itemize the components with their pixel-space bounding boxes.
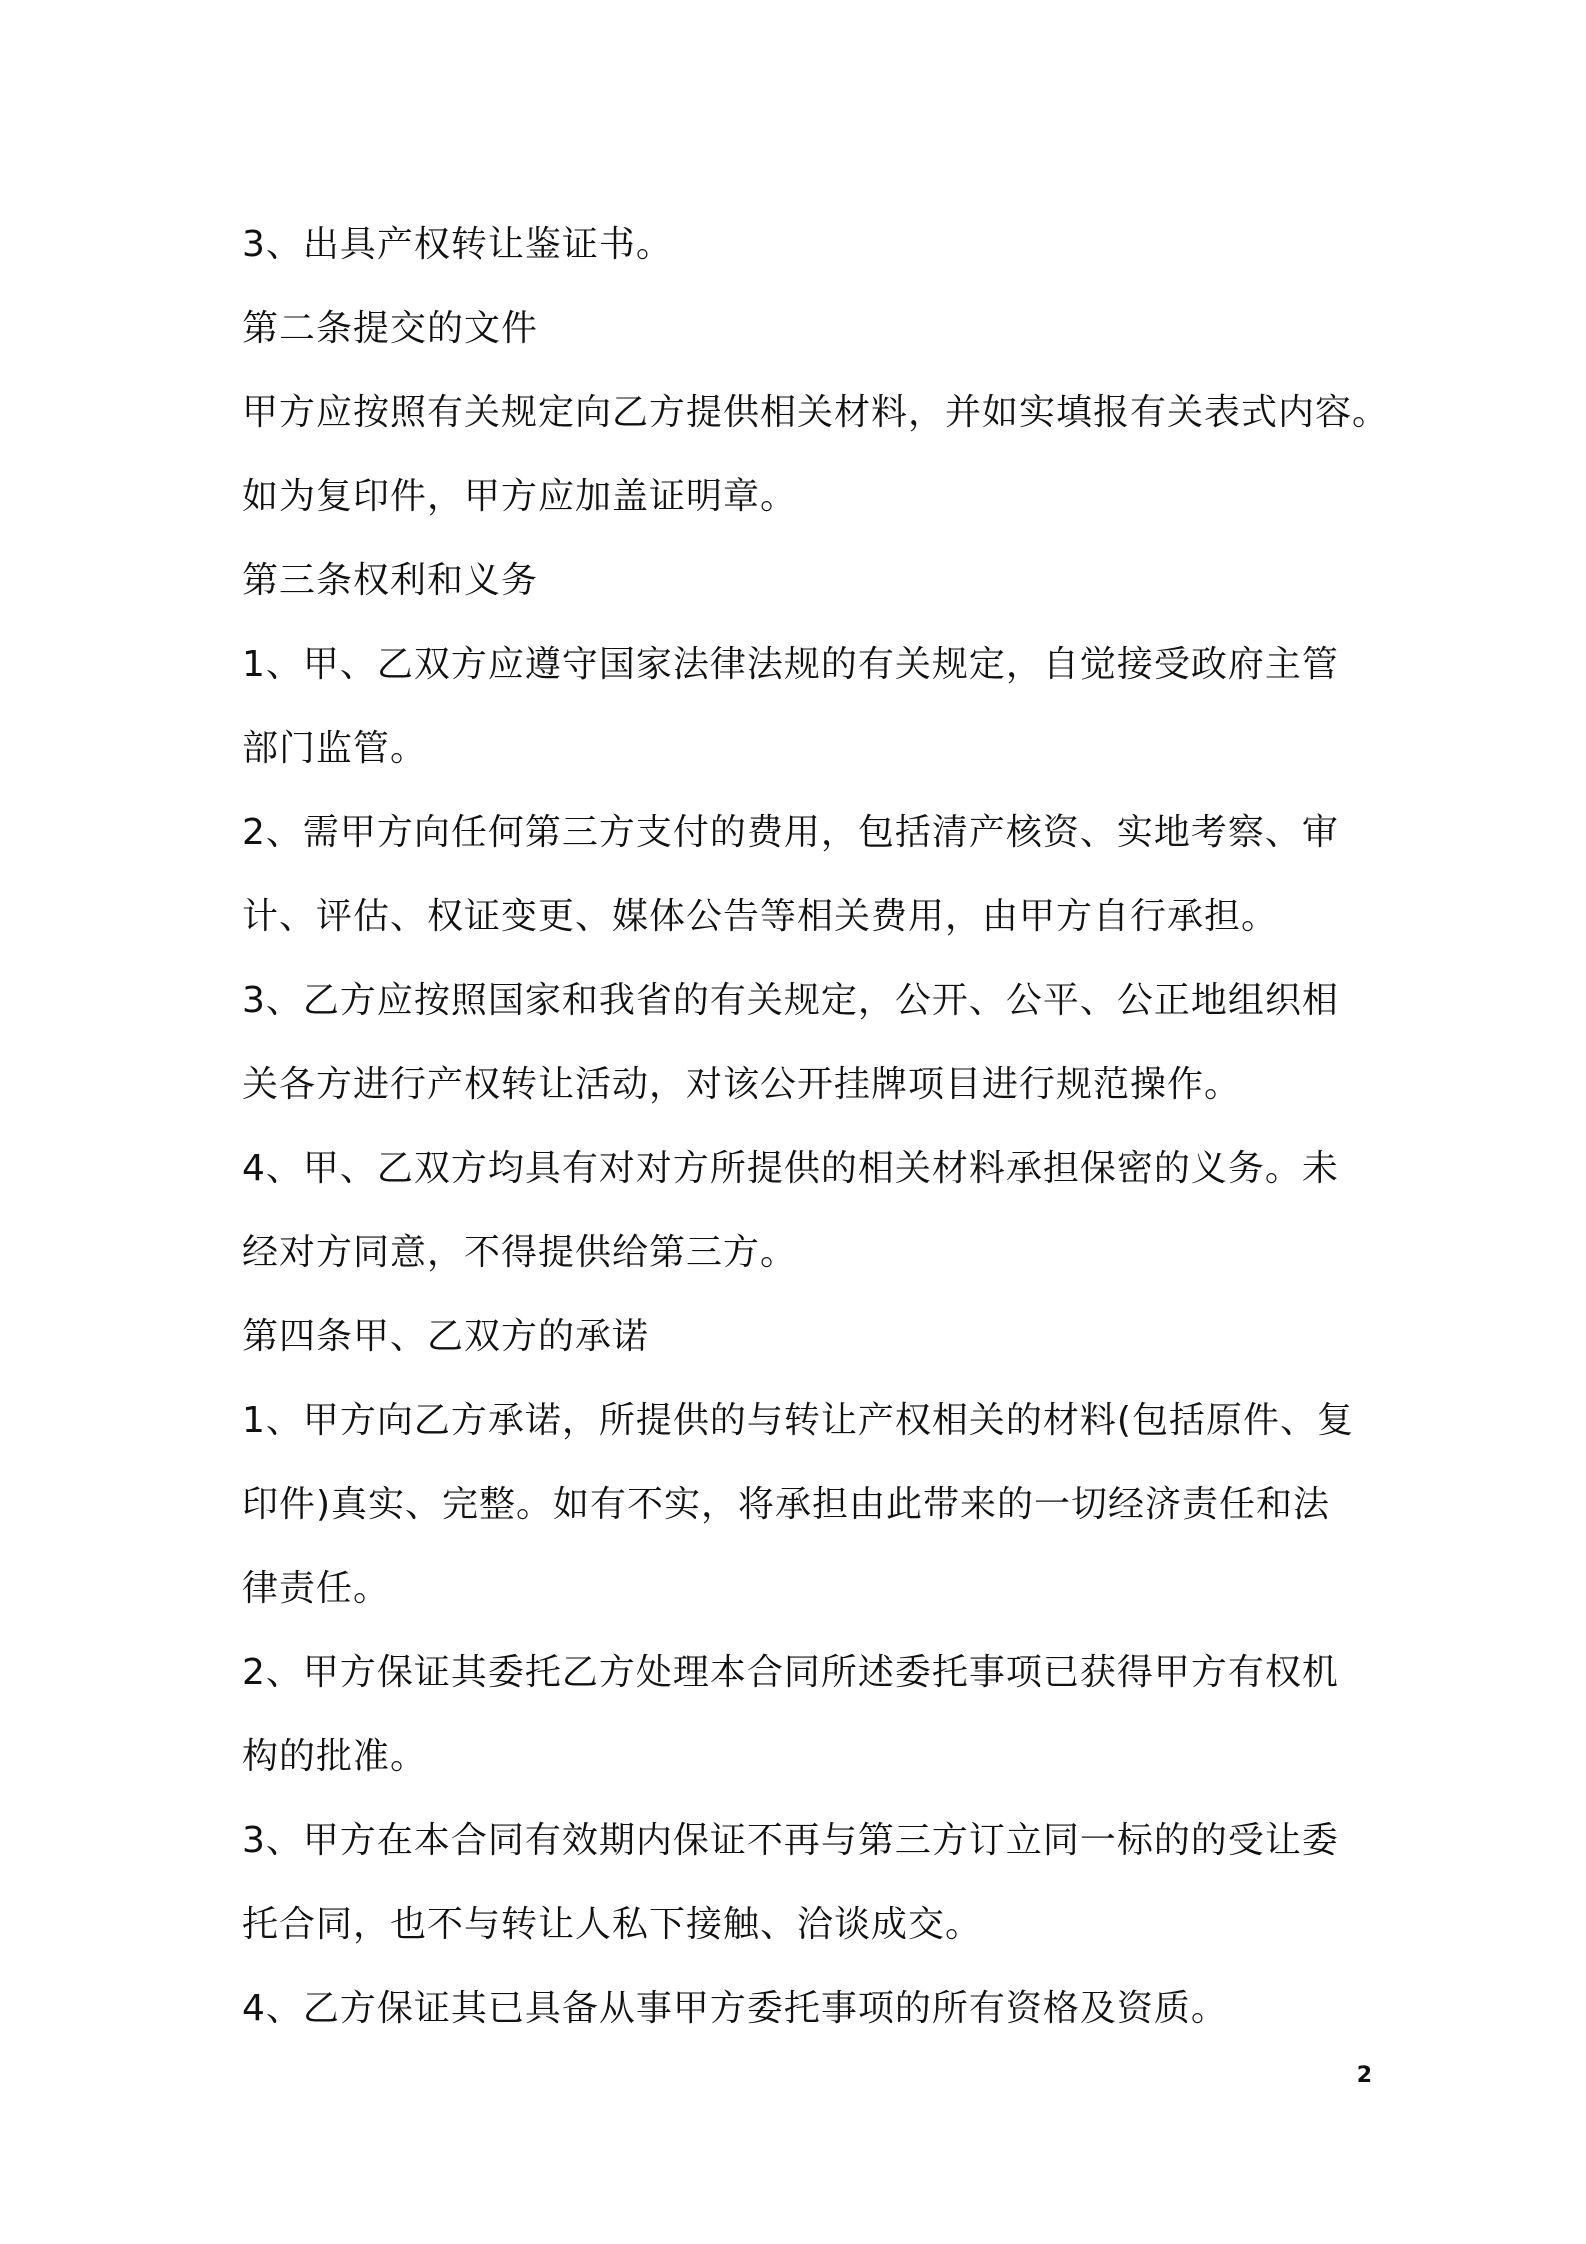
text-line: 律责任。 [242, 1568, 391, 1609]
text-line: 构的批准。 [242, 1736, 428, 1777]
text-line: 3、甲方在本合同有效期内保证不再与第三方订立同一标的的受让委 [242, 1820, 1339, 1861]
text-line: 关各方进行产权转让活动，对该公开挂牌项目进行规范操作。 [242, 1064, 1242, 1105]
text-line: 4、乙方保证其已具备从事甲方委托事项的所有资格及资质。 [242, 1988, 1228, 2029]
text-line: 托合同，也不与转让人私下接触、洽谈成交。 [242, 1904, 983, 1945]
text-line: 印件)真实、完整。如有不实，将承担由此带来的一切经济责任和法 [242, 1484, 1331, 1525]
text-line: 3、出具产权转让鉴证书。 [242, 224, 673, 265]
text-line: 1、甲方向乙方承诺，所提供的与转让产权相关的材料(包括原件、复 [242, 1400, 1354, 1441]
text-line: 1、甲、乙双方应遵守国家法律法规的有关规定，自觉接受政府主管 [242, 644, 1339, 685]
text-line: 甲方应按照有关规定向乙方提供相关材料，并如实填报有关表式内容。 [242, 392, 1390, 433]
text-line: 部门监管。 [242, 728, 428, 769]
text-line: 4、甲、乙双方均具有对对方所提供的相关材料承担保密的义务。未 [242, 1148, 1339, 1189]
text-line: 2、甲方保证其委托乙方处理本合同所述委托事项已获得甲方有权机 [242, 1652, 1339, 1693]
text-line: 经对方同意，不得提供给第三方。 [242, 1232, 798, 1273]
document-body [242, 203, 1390, 2051]
section-heading: 第二条提交的文件 [242, 308, 539, 349]
text-line: 计、评估、权证变更、媒体公告等相关费用，由甲方自行承担。 [242, 896, 1279, 937]
text-line: 如为复印件，甲方应加盖证明章。 [242, 476, 798, 517]
page-number: 2 [1356, 2063, 1372, 2088]
text-line: 3、乙方应按照国家和我省的有关规定，公开、公平、公正地组织相 [242, 980, 1339, 1021]
section-heading: 第四条甲、乙双方的承诺 [242, 1316, 650, 1357]
section-heading: 第三条权利和义务 [242, 560, 539, 601]
text-line: 2、需甲方向任何第三方支付的费用，包括清产核资、实地考察、审 [242, 812, 1339, 853]
